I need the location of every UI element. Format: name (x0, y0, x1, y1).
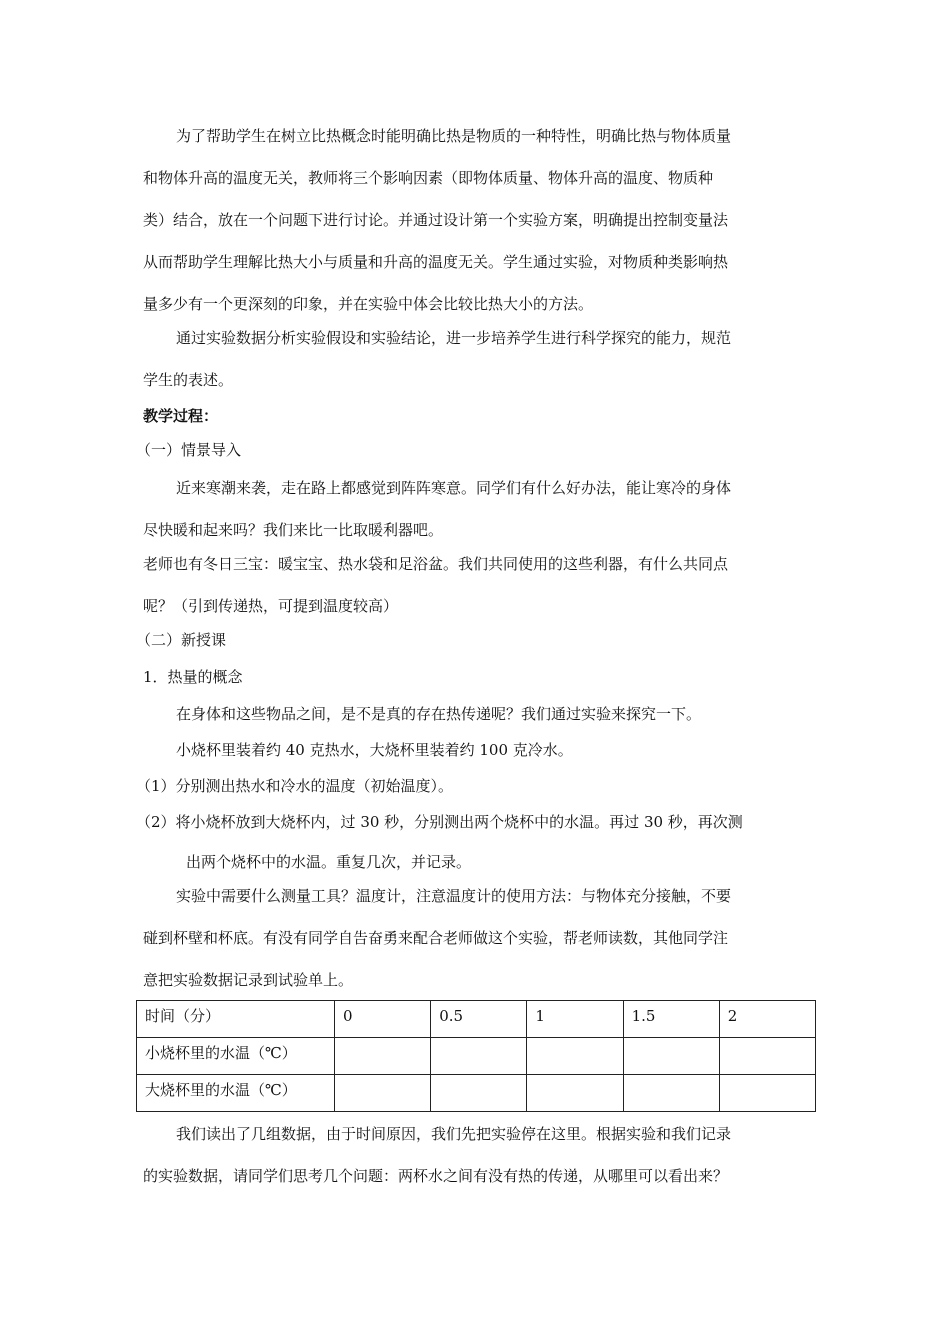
paragraph-2-line-1: 通过实验数据分析实验假设和实验结论，进一步培养学生进行科学探究的能力，规范 (176, 329, 732, 347)
table-cell (335, 1075, 431, 1112)
table-cell: 2 (719, 1001, 815, 1038)
table-cell (431, 1038, 527, 1075)
section-2-title: （二）新授课 (136, 631, 227, 649)
table-cell: 大烧杯里的水温（℃） (137, 1075, 335, 1112)
paragraph-1-line-3: 类）结合，放在一个问题下进行讨论。并通过设计第一个实验方案，明确提出控制变量法 (143, 211, 729, 229)
table-cell (623, 1038, 719, 1075)
table-cell (527, 1038, 623, 1075)
table-cell: 时间（分） (137, 1001, 335, 1038)
table-cell (335, 1038, 431, 1075)
table-row (137, 1038, 816, 1075)
paragraph-1-line-2: 和物体升高的温度无关，教师将三个影响因素（即物体质量、物体升高的温度、物质种 (143, 169, 714, 187)
paragraph-7-line-2: 碰到杯壁和杯底。有没有同学自告奋勇来配合老师做这个实验，帮老师读数，其他同学注 (143, 929, 729, 947)
table-row (137, 1075, 816, 1112)
table-cell (719, 1038, 815, 1075)
data-record-table (136, 1000, 816, 1112)
step-1: （1）分别测出热水和冷水的温度（初始温度）。 (136, 777, 454, 795)
paragraph-1-line-1: 为了帮助学生在树立比热概念时能明确比热是物质的一种特性，明确比热与物体质量 (176, 127, 732, 145)
table-cell: 1 (527, 1001, 623, 1038)
table-cell: 小烧杯里的水温（℃） (137, 1038, 335, 1075)
paragraph-2-line-2: 学生的表述。 (143, 371, 234, 389)
teaching-process-heading: 教学过程： (143, 407, 219, 425)
paragraph-3-line-2: 尽快暖和起来吗？我们来比一比取暖利器吧。 (143, 521, 444, 539)
table-cell: 1.5 (623, 1001, 719, 1038)
paragraph-7-line-3: 意把实验数据记录到试验单上。 (143, 971, 354, 989)
paragraph-4-line-1: 老师也有冬日三宝：暖宝宝、热水袋和足浴盆。我们共同使用的这些利器，有什么共同点 (143, 555, 729, 573)
table-header-row (137, 1001, 816, 1038)
table-cell (527, 1075, 623, 1112)
subsection-1-title: 1．热量的概念 (143, 668, 243, 686)
step-2-line-2: 出两个烧杯中的水温。重复几次，并记录。 (186, 853, 472, 871)
paragraph-7-line-1: 实验中需要什么测量工具？温度计，注意温度计的使用方法：与物体充分接触，不要 (176, 887, 732, 905)
paragraph-8-line-2: 的实验数据，请同学们思考几个问题：两杯水之间有没有热的传递，从哪里可以看出来？ (143, 1167, 729, 1185)
step-2-line-1: （2）将小烧杯放到大烧杯内，过 30 秒，分别测出两个烧杯中的水温。再过 30 秒，再次测 (136, 813, 743, 831)
paragraph-3-line-1: 近来寒潮来袭，走在路上都感觉到阵阵寒意。同学们有什么好办法，能让寒冷的身体 (176, 479, 732, 497)
table-cell (623, 1075, 719, 1112)
section-1-title: （一）情景导入 (136, 441, 242, 459)
table-cell: 0.5 (431, 1001, 527, 1038)
table-cell (431, 1075, 527, 1112)
table-cell (719, 1075, 815, 1112)
table-cell: 0 (335, 1001, 431, 1038)
paragraph-1-line-4: 从而帮助学生理解比热大小与质量和升高的温度无关。学生通过实验，对物质种类影响热 (143, 253, 729, 271)
paragraph-1-line-5: 量多少有一个更深刻的印象，并在实验中体会比较比热大小的方法。 (143, 295, 594, 313)
paragraph-6: 小烧杯里装着约 40 克热水，大烧杯里装着约 100 克冷水。 (176, 741, 573, 759)
paragraph-8-line-1: 我们读出了几组数据，由于时间原因，我们先把实验停在这里。根据实验和我们记录 (176, 1125, 732, 1143)
paragraph-5: 在身体和这些物品之间，是不是真的存在热传递呢？我们通过实验来探究一下。 (176, 705, 702, 723)
paragraph-4-line-2: 呢？（引到传递热，可提到温度较高） (143, 597, 399, 615)
